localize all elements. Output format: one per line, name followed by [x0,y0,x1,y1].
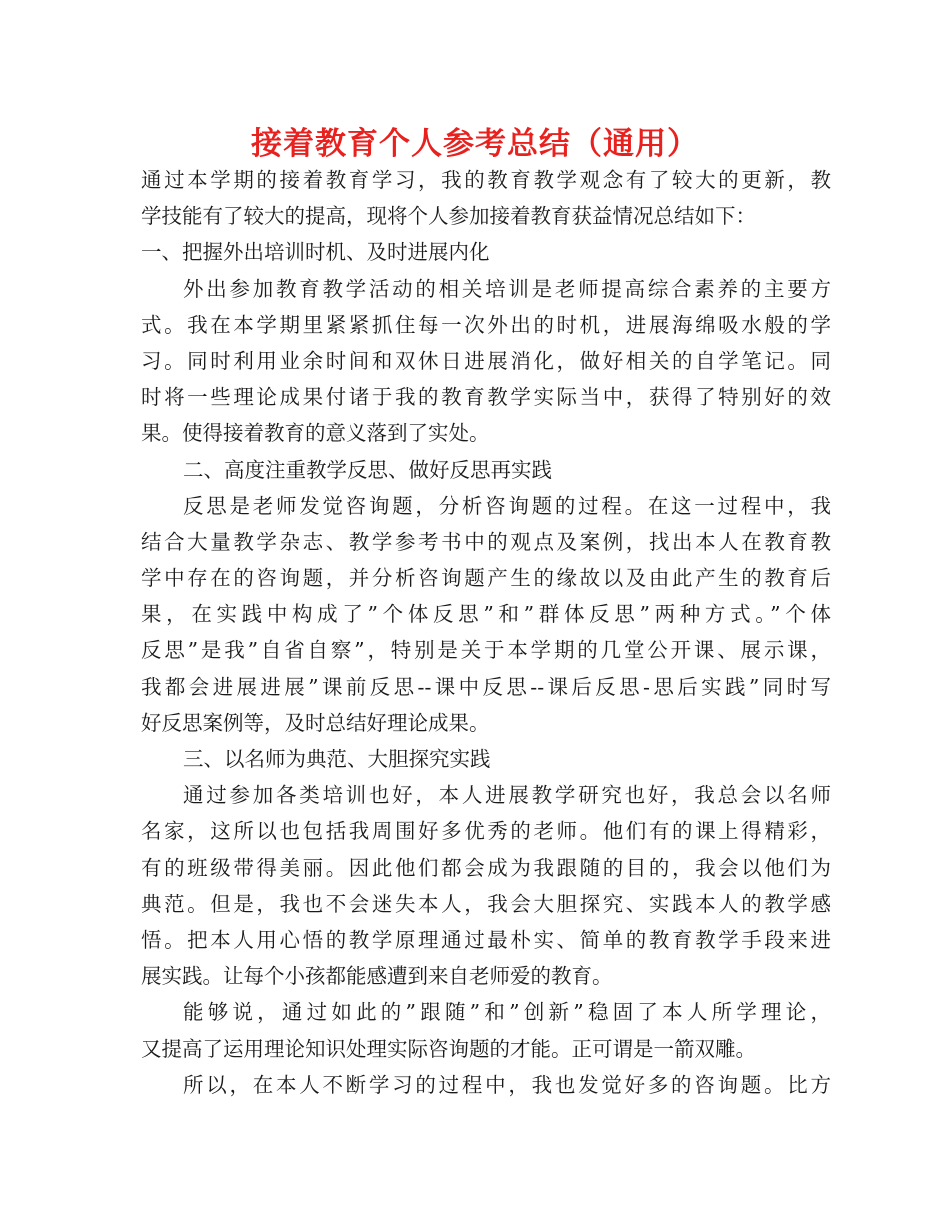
text-line: 通过本学期的接着教育学习，我的教育教学观念有了较大的更新，教 [141,168,831,192]
section-heading: 一、把握外出培训时机、及时进展内化 [141,240,490,265]
text-line: 有的班级带得美丽。因此他们都会成为我跟随的目的，我会以他们为 [141,855,831,880]
section-heading: 二、高度注重教学反思、做好反思再实践 [183,457,552,482]
text-line: 反思是老师发觉咨询题，分析咨询题的过程。在这一过程中，我 [183,493,831,518]
document-title: 接着教育个人参考总结（通用） [251,126,699,162]
text-line: 习。同时利用业余时间和双休日进展消化，做好相关的自学笔记。同 [141,348,831,373]
text-line: 反思”是我”自省自察”，特别是关于本学期的几堂公开课、展示课， [141,638,831,663]
text-line: 展实践。让每个小孩都能感遭到来自老师爱的教育。 [141,964,613,989]
text-line: 所以，在本人不断学习的过程中，我也发觉好多的咨询题。比方 [183,1072,831,1097]
text-line: 结合大量教学杂志、教学参考书中的观点及案例，找出本人在教育教 [141,529,831,554]
text-line: 能够说，通过如此的”跟随”和”创新”稳固了本人所学理论， [183,1000,831,1025]
text-line: 学中存在的咨询题，并分析咨询题产生的缘故以及由此产生的教育后 [141,566,831,591]
text-line: 通过参加各类培训也好，本人进展教学研究也好，我总会以名师 [183,783,831,808]
text-line: 名家，这所以也包括我周围好多优秀的老师。他们有的课上得精彩， [141,819,831,844]
text-line: 学技能有了较大的提高，现将个人参加接着教育获益情况总结如下： [141,204,756,229]
section-heading: 三、以名师为典范、大胆探究实践 [183,747,491,771]
text-line: 果。使得接着教育的意义落到了实处。 [141,421,490,446]
text-line: 时将一些理论成果付诸于我的教育教学实际当中，获得了特别好的效 [141,385,831,410]
text-line: 典范。但是，我也不会迷失本人，我会大胆探究、实践本人的教学感 [141,891,831,916]
text-line: 好反思案例等，及时总结好理论成果。 [141,710,490,735]
text-line: 又提高了运用理论知识处理实际咨询题的才能。正可谓是一箭双雕。 [141,1036,756,1061]
text-line: 我都会进展进展”课前反思--课中反思--课后反思-思后实践”同时写 [141,674,831,699]
text-line: 外出参加教育教学活动的相关培训是老师提高综合素养的主要方 [183,276,831,301]
text-line: 果，在实践中构成了”个体反思”和”群体反思”两种方式。”个体 [141,602,831,627]
text-line: 式。我在本学期里紧紧抓住每一次外出的时机，进展海绵吸水般的学 [141,312,831,337]
text-line: 悟。把本人用心悟的教学原理通过最朴实、简单的教育教学手段来进 [141,927,831,952]
document-body [141,162,831,1103]
